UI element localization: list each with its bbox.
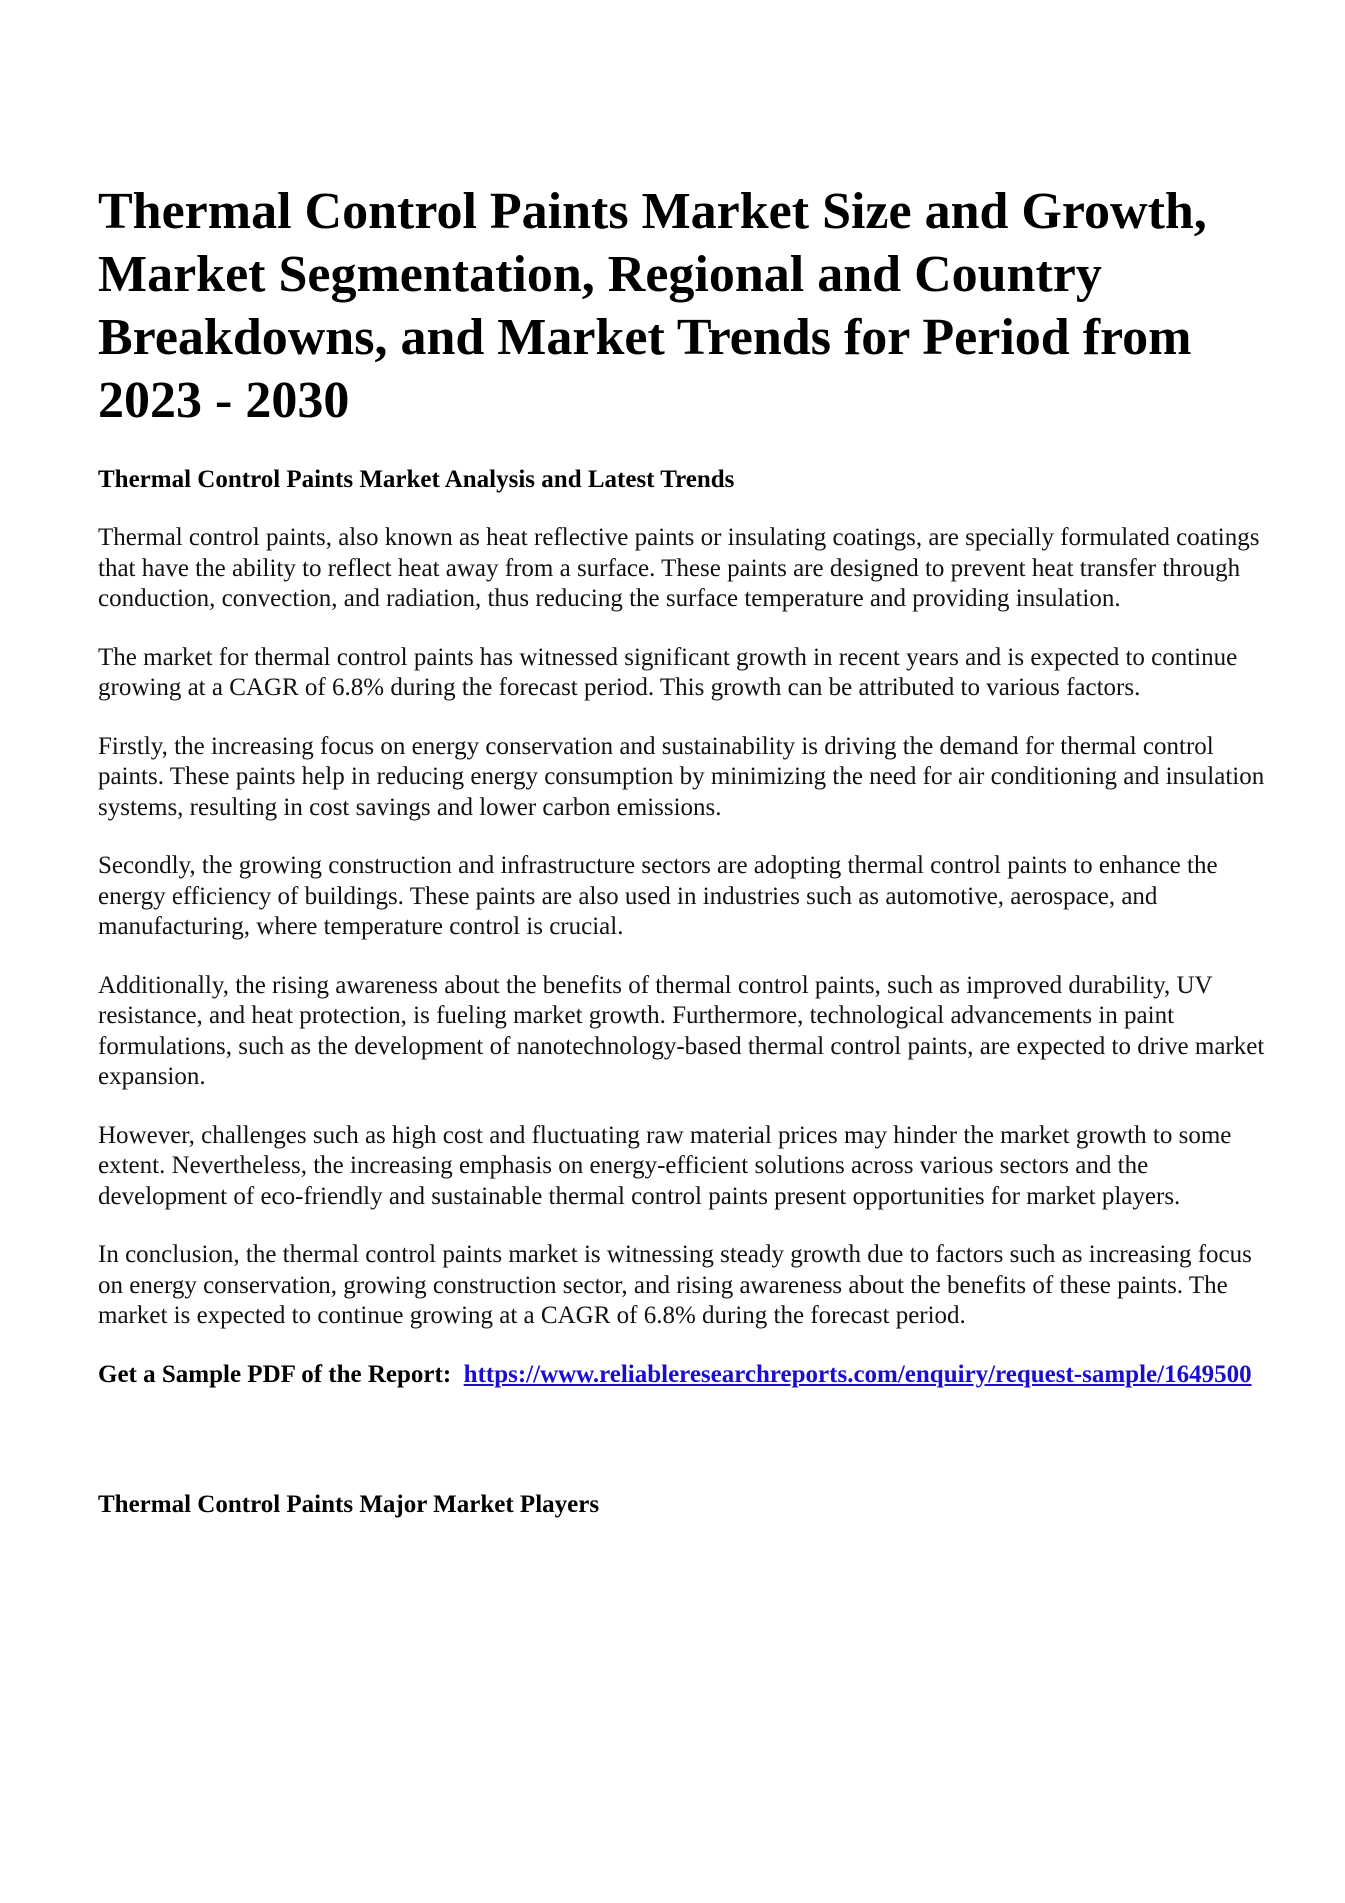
paragraph-market-growth: The market for thermal control paints has witnessed significant growth in recent years and is expected to continue growing at a CAGR of 6.8% during the forecast period. This growth can be attributed to various factors. — [98, 643, 1238, 701]
paragraph-challenges: However, challenges such as high cost and fluctuating raw material prices may hinder the market growth to some extent. Nevertheless, the increasing emphasis on energy-efficient solutions across various sectors and the development of eco-friendly and sustainable thermal control paints present opportunities for market players. — [98, 1121, 1232, 1210]
players-heading: Thermal Control Paints Major Market Players — [98, 1491, 600, 1518]
paragraph-intro: Thermal control paints, also known as heat reflective paints or insulating coatings, are specially formulated coatings that have the ability to reflect heat away from a surface. These paints are designed to prevent heat transfer through conduction, convection, and radiation, thus reducing the surface temperature and providing insulation. — [98, 524, 1260, 612]
paragraph-awareness: Additionally, the rising awareness about the benefits of thermal control paints, such as improved durability, UV resistance, and heat protection, is fueling market growth. Furthermore, technological advancements in paint formulations, such as the development of nanotechnology-based thermal control paints, are expected to drive market expansion. — [98, 971, 1265, 1090]
sample-pdf-link[interactable]: https://www.reliableresearchreports.com/enquiry/request-sample/1649500 — [463, 1360, 1252, 1388]
document-page — [98, 180, 1268, 1520]
sample-pdf-label: Get a Sample PDF of the Report: — [98, 1360, 452, 1388]
analysis-heading: Thermal Control Paints Market Analysis and Latest Trends — [98, 466, 735, 493]
paragraph-energy-conservation: Firstly, the increasing focus on energy conservation and sustainability is driving the demand for thermal control paints. These paints help in reducing energy consumption by minimizing the need for air conditioning and insulation systems, resulting in cost savings and lower carbon emissions. — [98, 732, 1265, 821]
paragraph-construction: Secondly, the growing construction and infrastructure sectors are adopting thermal control paints to enhance the energy efficiency of buildings. These paints are also used in industries such as automotive, aerospace, and manufacturing, where temperature control is crucial. — [98, 852, 1218, 940]
paragraph-conclusion: In conclusion, the thermal control paints market is witnessing steady growth due to factors such as increasing focus on energy conservation, growing construction sector, and rising awareness about the benefits of these paints. The market is expected to continue growing at a CAGR of 6.8% during the forecast period. — [98, 1241, 1252, 1329]
sample-pdf-cta — [98, 1360, 1268, 1391]
document-title: Thermal Control Paints Market Size and Growth, Market Segmentation, Regional and Country Breakdowns, and Market Trends for Period from 2023 - 2030 — [98, 183, 1207, 429]
